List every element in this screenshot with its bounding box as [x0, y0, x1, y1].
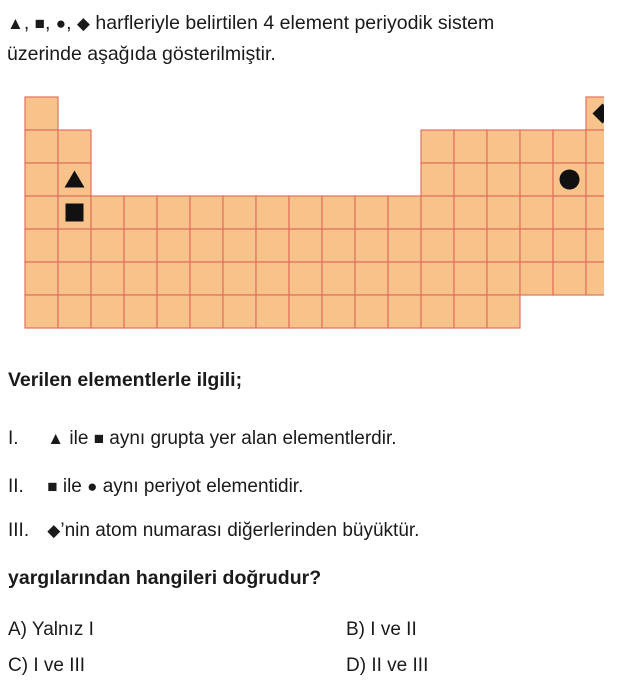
option-d[interactable]: D) II ve III	[346, 655, 429, 676]
table-cell	[289, 262, 322, 295]
table-cell	[223, 229, 256, 262]
table-cell	[421, 130, 454, 163]
table-cell	[25, 196, 58, 229]
table-cell	[454, 295, 487, 328]
table-cell	[586, 163, 604, 196]
table-cell	[355, 229, 388, 262]
table-cell	[25, 163, 58, 196]
table-cell	[487, 295, 520, 328]
table-cell	[157, 196, 190, 229]
table-cell	[58, 295, 91, 328]
diamond-icon: ◆	[47, 521, 61, 540]
table-cell	[487, 229, 520, 262]
table-cell	[388, 295, 421, 328]
table-cell	[487, 262, 520, 295]
table-cell	[520, 130, 553, 163]
table-cell	[322, 196, 355, 229]
triangle-icon: ▲	[7, 14, 24, 33]
option-c[interactable]: C) I ve III	[8, 655, 86, 676]
table-cell	[355, 196, 388, 229]
table-cell	[520, 163, 553, 196]
table-cell	[454, 163, 487, 196]
table-cell	[355, 262, 388, 295]
statement-number: II.	[8, 476, 24, 497]
intro-line-1-text: harfleriyle belirtilen 4 element periyodik sistem	[95, 12, 495, 34]
table-cell	[91, 196, 124, 229]
table-cell	[256, 295, 289, 328]
table-cell	[322, 262, 355, 295]
table-cell	[421, 196, 454, 229]
table-cell	[223, 262, 256, 295]
table-cell	[454, 196, 487, 229]
option-b[interactable]: B) I ve II	[346, 619, 417, 640]
table-cell	[487, 130, 520, 163]
table-cell	[124, 262, 157, 295]
table-cell	[289, 196, 322, 229]
square-icon: ■	[93, 429, 104, 448]
table-cell	[421, 163, 454, 196]
table-cell	[25, 130, 58, 163]
table-cell	[586, 229, 604, 262]
table-cell	[487, 163, 520, 196]
table-cell	[289, 229, 322, 262]
table-cell	[487, 196, 520, 229]
table-cell	[91, 295, 124, 328]
table-cell	[25, 97, 58, 130]
table-cell	[553, 130, 586, 163]
table-cell	[520, 196, 553, 229]
table-cell	[157, 229, 190, 262]
table-cell	[586, 196, 604, 229]
circle-icon: ●	[55, 14, 67, 33]
question-text: yargılarından hangileri doğrudur?	[8, 567, 322, 589]
table-cell	[124, 295, 157, 328]
statement-2: II. ■ ile ● aynı periyot elementidir.	[8, 476, 304, 497]
intro-text	[7, 8, 639, 69]
table-cell	[454, 262, 487, 295]
table-cell	[322, 229, 355, 262]
table-cell	[553, 229, 586, 262]
table-cell	[586, 130, 604, 163]
table-cell	[289, 295, 322, 328]
statement-3: III. ◆’nin atom numarası diğerlerinden büyüktür.	[8, 520, 420, 541]
triangle-icon: ▲	[47, 429, 65, 448]
table-cell	[388, 262, 421, 295]
table-cell	[157, 262, 190, 295]
table-cell	[58, 229, 91, 262]
table-cell	[421, 295, 454, 328]
table-cell	[190, 295, 223, 328]
statement-number: III.	[8, 520, 30, 541]
statements-heading: Verilen elementlerle ilgili;	[8, 369, 243, 391]
circle-marker-icon	[560, 170, 580, 190]
circle-icon: ●	[87, 477, 98, 496]
periodic-table	[24, 96, 604, 336]
table-cell	[355, 295, 388, 328]
diamond-icon: ◆	[76, 14, 90, 33]
table-cell	[421, 262, 454, 295]
table-cell	[388, 196, 421, 229]
option-a[interactable]: A) Yalnız I	[8, 619, 94, 640]
table-cell	[157, 295, 190, 328]
table-cell	[553, 196, 586, 229]
table-cell	[91, 229, 124, 262]
table-cell	[256, 196, 289, 229]
table-cell	[388, 229, 421, 262]
table-cell	[91, 262, 124, 295]
table-cell	[25, 229, 58, 262]
table-cell	[256, 262, 289, 295]
square-icon: ■	[34, 14, 45, 33]
table-cell	[58, 262, 91, 295]
table-cell	[454, 229, 487, 262]
intro-line-1: ▲, ■, ●, ◆ harfleriyle belirtilen 4 element periyodik sistem	[7, 12, 495, 34]
table-cell	[223, 196, 256, 229]
table-cell	[553, 262, 586, 295]
table-cell	[520, 262, 553, 295]
table-cell	[520, 229, 553, 262]
table-cell	[190, 229, 223, 262]
table-cell	[124, 196, 157, 229]
intro-line-2: üzerinde aşağıda gösterilmiştir.	[7, 43, 276, 65]
table-cell	[58, 130, 91, 163]
square-marker-icon	[66, 204, 84, 222]
table-cell	[322, 295, 355, 328]
table-cell	[223, 295, 256, 328]
table-cell	[586, 262, 604, 295]
square-icon: ■	[47, 477, 58, 496]
table-cell	[256, 229, 289, 262]
table-cell	[190, 196, 223, 229]
table-cell	[25, 295, 58, 328]
table-cell	[190, 262, 223, 295]
table-cell	[454, 130, 487, 163]
table-cell	[25, 262, 58, 295]
table-cell	[421, 229, 454, 262]
statement-number: I.	[8, 428, 19, 449]
table-cell	[124, 229, 157, 262]
statement-1: I. ▲ ile ■ aynı grupta yer alan elementlerdir.	[8, 428, 397, 449]
